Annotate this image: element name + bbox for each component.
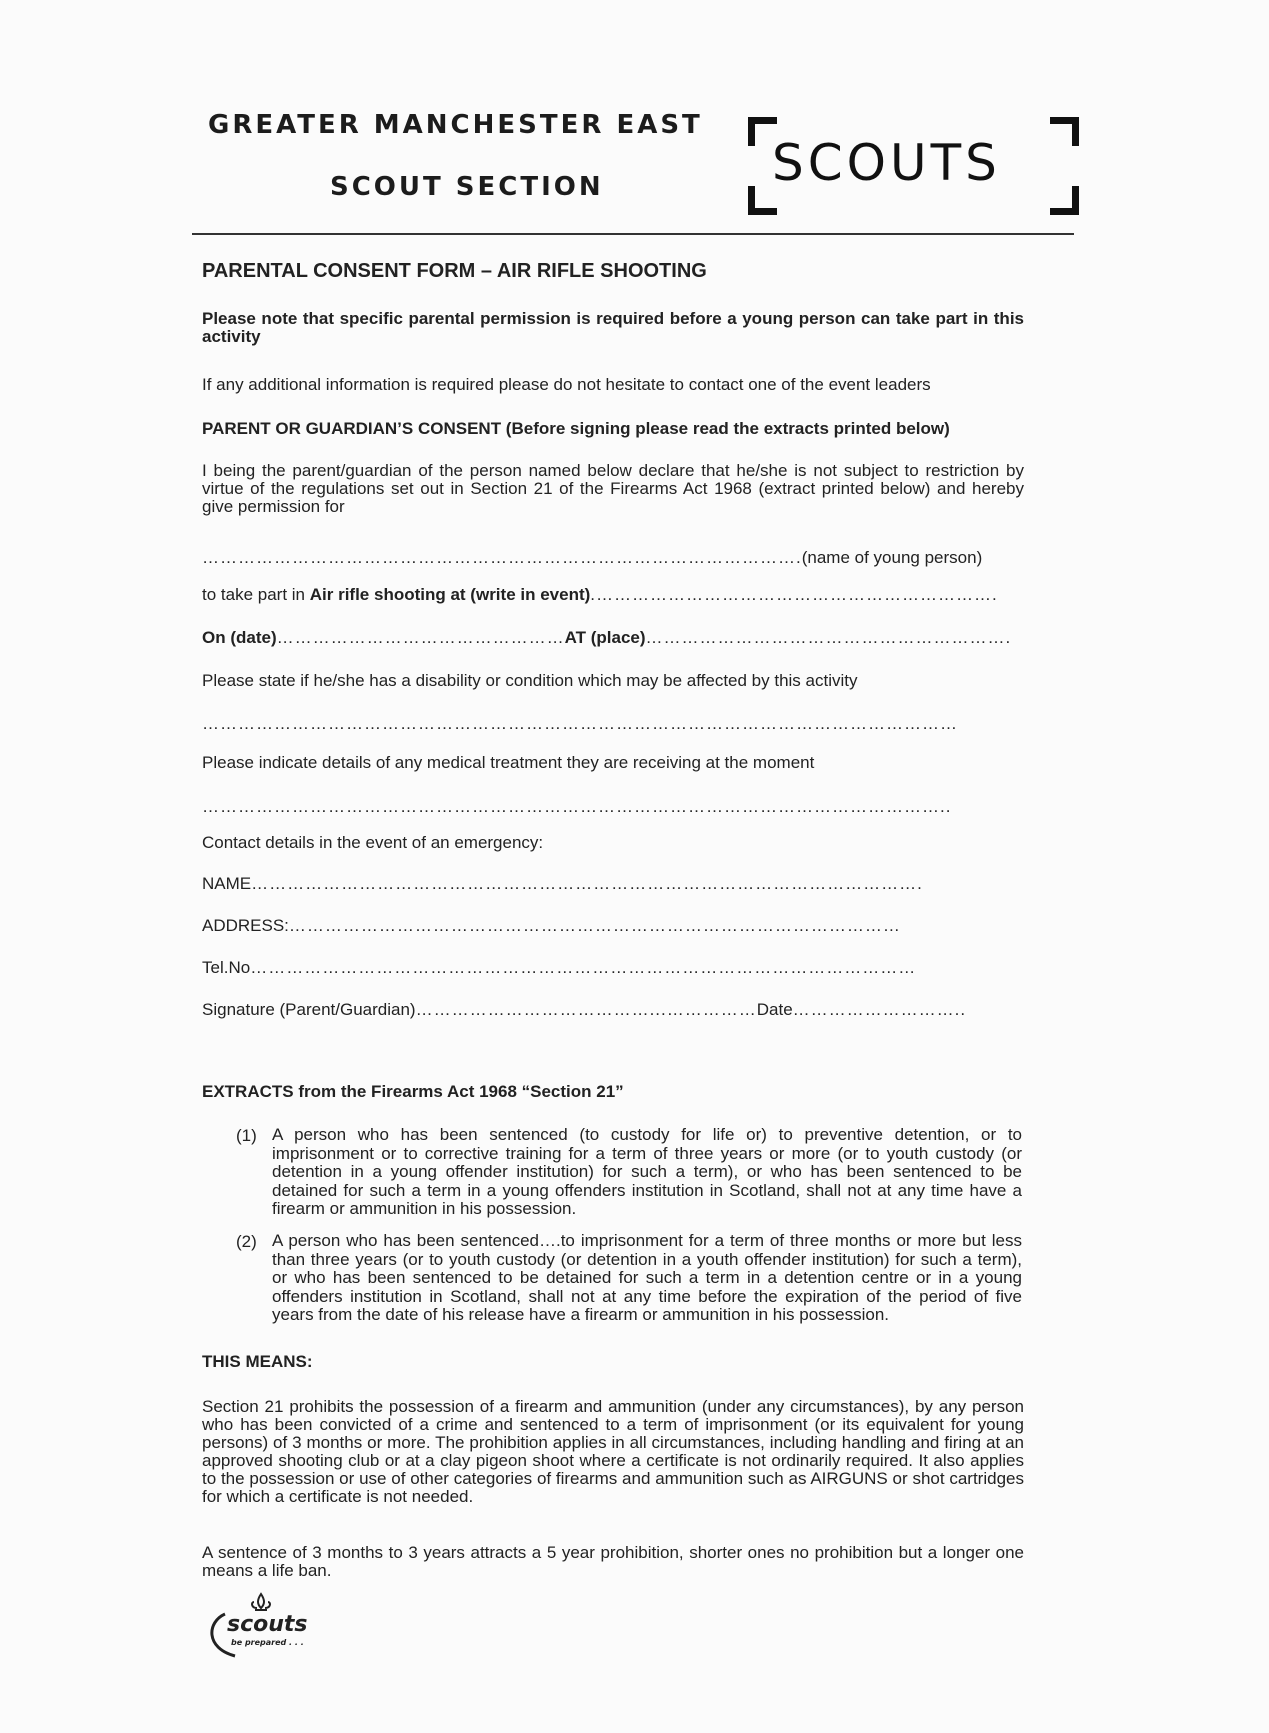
name-field-label: NAME bbox=[202, 874, 252, 893]
place-label: AT (place) bbox=[564, 628, 646, 647]
footer-logo-tagline: be prepared . . . bbox=[231, 1638, 304, 1647]
emergency-contact-heading: Contact details in the event of an emergency: bbox=[202, 833, 544, 852]
scouts-footer-logo bbox=[205, 1592, 325, 1667]
date-dots: ………………………………………… bbox=[276, 628, 565, 647]
extracts-heading: EXTRACTS from the Firearms Act 1968 “Section 21” bbox=[202, 1082, 624, 1101]
organisation-name: GREATER MANCHESTER EAST bbox=[208, 110, 703, 140]
info-text: If any additional information is required please do not hesitate to contact one of the event leaders bbox=[202, 375, 931, 394]
header-divider bbox=[192, 233, 1074, 235]
extract-number: (1) bbox=[236, 1126, 257, 1145]
address-field-dots: ………………………………………………………………………………………… bbox=[288, 916, 901, 935]
logo-bracket-bottom-right bbox=[1050, 186, 1079, 215]
signature-date-field[interactable] bbox=[202, 1000, 966, 1019]
event-prefix: to take part in bbox=[202, 585, 306, 604]
event-dots: .…………………………………………………………. bbox=[590, 585, 998, 604]
emergency-name-field[interactable] bbox=[202, 874, 923, 893]
logo-bracket-top-right bbox=[1050, 117, 1079, 146]
name-dots: ………………………………………………………………………………………. bbox=[202, 548, 802, 567]
signature-dots: …………………………………...…………… bbox=[415, 1000, 757, 1019]
form-title: PARENTAL CONSENT FORM – AIR RIFLE SHOOTING bbox=[202, 260, 707, 282]
emergency-address-field[interactable] bbox=[202, 916, 901, 935]
young-person-name-field[interactable] bbox=[202, 548, 982, 567]
permission-note: Please note that specific parental permission is required before a young person can take part in this activity bbox=[202, 309, 1024, 346]
date-label: On (date) bbox=[202, 628, 277, 647]
declaration-text: I being the parent/guardian of the person named below declare that he/she is not subject to restriction by virtue of the regulations set out in Section 21 of the Firearms Act 1968 (extract printed below) and hereby give permission for bbox=[202, 461, 1024, 516]
this-means-paragraph: Section 21 prohibits the possession of a firearm and ammunition (under any circumstances), by any person who has been convicted of a crime and sentenced to a term of imprisonment (or its equivalent for young persons) of 3 months or more. The prohibition applies in all circumstances, including handling and firing at an approved shooting club or at a clay pigeon shoot where a certificate is not ordinarily required. It also applies to the possession or use of other categories of firearms and ammunition such as AIRGUNS or shot cartridges for which a certificate is not needed. bbox=[202, 1397, 1024, 1506]
logo-wordmark: SCOUTS bbox=[772, 134, 1001, 192]
signature-date-label: Date bbox=[756, 1000, 793, 1019]
this-means-heading: THIS MEANS: bbox=[202, 1352, 313, 1371]
medical-answer-field[interactable]: …………………………………………………………………………………………………………….. bbox=[202, 797, 952, 816]
consent-heading: PARENT OR GUARDIAN’S CONSENT (Before signing please read the extracts printed below) bbox=[202, 419, 950, 438]
footer-logo-wordmark: scouts bbox=[227, 1612, 308, 1637]
event-label: Air rifle shooting at (write in event) bbox=[309, 585, 591, 604]
name-field-dots: …………………………………………………………………………………………………. bbox=[251, 874, 923, 893]
event-field[interactable] bbox=[202, 585, 998, 604]
tel-field-dots: ………………………………………………………………………………………………… bbox=[250, 958, 917, 977]
section-name: SCOUT SECTION bbox=[330, 172, 604, 202]
emergency-tel-field[interactable] bbox=[202, 958, 916, 977]
extract-text: A person who has been sentenced….to imprisonment for a term of three months or more but less than three years (or to youth custody (or detention in a youth offender institution) for such a term), or who has been sentenced to be detained for such a term in a detention centre or in a young offenders institution in Scotland, shall not at any time before the expiration of the period of five years from the date of his release have a firearm or ammunition in his possession. bbox=[272, 1231, 1022, 1324]
tel-field-label: Tel.No bbox=[202, 958, 251, 977]
disability-question: Please state if he/she has a disability or condition which may be affected by this activity bbox=[202, 671, 858, 690]
extract-text: A person who has been sentenced (to custody for life or) to preventive detention, or to imprisonment or to corrective training for a term of three years or more (or to youth custody (or detention in a young offender institution) for such a term), or who has been sentenced to be detained for such a term in a young offenders institution in Scotland, shall not at any time have a firearm or ammunition in his possession. bbox=[272, 1125, 1022, 1218]
date-place-field[interactable] bbox=[202, 628, 1011, 647]
signature-label: Signature (Parent/Guardian) bbox=[202, 1000, 416, 1019]
disability-answer-field[interactable]: ……………………………………………………………………………………………………………… bbox=[202, 714, 958, 733]
medical-question: Please indicate details of any medical treatment they are receiving at the moment bbox=[202, 753, 815, 772]
place-dots: ……………………………………………………. bbox=[645, 628, 1012, 647]
extract-number: (2) bbox=[236, 1232, 257, 1251]
address-field-label: ADDRESS: bbox=[202, 916, 289, 935]
signature-date-dots: ……………………….. bbox=[792, 1000, 967, 1019]
prohibition-summary: A sentence of 3 months to 3 years attracts a 5 year prohibition, shorter ones no prohibition but a longer one means a life ban. bbox=[202, 1543, 1024, 1580]
name-label: (name of young person) bbox=[801, 548, 983, 567]
